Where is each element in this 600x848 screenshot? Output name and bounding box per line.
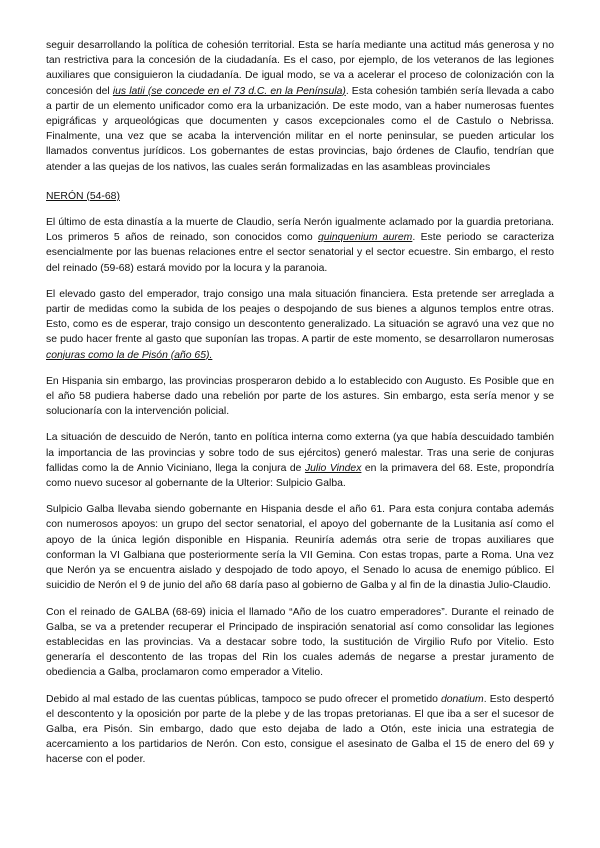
donatium-term: donatium xyxy=(440,693,484,705)
text-run: . Esta cohesión también sería llevada a cabo a partir de un elemento unificador como era la urbanización. De este modo, van a haber numerosas fuentes epigráficas y arqueológicas que documenten y casos excepcionales como el de Castulo o Nebrissa. Finalmente, una vez que se acaba la intervención militar en el norte peninsular, se pueden articular los llamados conventus jurídicos. Los gobernantes de estas provincias, bajo órdenes de Claufio, tendrían que atender a las quejas de los nativos, las cuales serán formalizadas en las asambleas provinciales xyxy=(46,85,554,173)
paragraph-neron-intro xyxy=(46,215,554,276)
text-run: . Este periodo se caracteriza esencialmente por las buenas relaciones entre el sector senatorial y el sector ecuestre. Sin embargo, el resto del reinado (59-68) estará movido por la locura y la paranoia. xyxy=(46,232,554,274)
section-heading-neron: NERÓN (54-68) xyxy=(46,190,120,202)
paragraph-galba-reinado: Con el reinado de GALBA (68-69) inicia el llamado “Año de los cuatro emperadores”. Durante el reinado de Galba, se va a pretender recuperar el Principado de inspiración senatorial así como consolidar las legiones establecidas en las provincias. Va a destacar sobre todo, la sustitución de Virgilio Rufo por Vitelio. Esto generaría el descontento de las tropas del Rin los cuales además de negarse a prestar juramento de obediencia a Galba, proclamaron como emperador a Vitelio. xyxy=(46,606,554,679)
ius-latii-link[interactable]: ius latii (se concede en el 73 d.C. en la Península) xyxy=(112,85,346,97)
paragraph-cohesion xyxy=(46,38,554,175)
quinquenium-link[interactable]: quinquenium aurem xyxy=(317,232,413,244)
paragraph-gasto xyxy=(46,287,554,363)
text-run: seguir desarrollando la política de cohesión territorial. Esta se haría mediante una actitud más generosa y no tan restrictiva para la concesión de la ciudadanía. Es el caso, por ejemplo, de los veteranos de las legiones auxiliares que consiguieron la ciudadanía. De igual modo, se va a acelerar el proceso de colonización con la concesión del xyxy=(46,40,554,97)
paragraph-galba-conjura: Sulpicio Galba llevaba siendo gobernante en Hispania desde el año 61. Para esta conjura contaba además con numerosos apoyos: un grupo del sector senatorial, el apoyo del gobernante de la Lusitania así como el apoyo de la única legión disponible en Hispania. Reuniría además otra serie de tropas auxiliares que conforman la VI Galbiana que posteriormente sería la VII Gemina. Con estas tropas, parte a Roma. Una vez que Nerón ya se encuentra aislado y despojado de todo apoyo, el Senado lo acusa de enemigo público. El suicidio de Nerón el 9 de junio del año 68 daría paso al gobierno de Galba y al fin de la dinastia Julio-Claudio. xyxy=(46,504,554,592)
text-run: Debido al mal estado de las cuentas públicas, tampoco se pudo ofrecer el prometido xyxy=(46,693,441,705)
text-run: La situación de descuido de Nerón, tanto en política interna como externa (ya que había descuidado también la importancia de las provincias y sobre todo de sus ejércitos) generó malestar. Tras una serie de conjuras fallidas como la de Annio Viciniano, llega la conjura de xyxy=(46,432,554,474)
text-run: El último de esta dinastía a la muerte de Claudio, sería Nerón igualmente aclamado por la guardia pretoriana. Los primeros 5 años de reinado, son conocidos como xyxy=(46,217,554,244)
conjuras-link[interactable]: conjuras como la de Pisón (año 65). xyxy=(46,349,213,361)
paragraph-hispania: En Hispania sin embargo, las provincias prosperaron debido a lo establecido con Augusto. Es Posible que en el año 58 pudiera haberse dado una rebelión por parte de los astures. Sin embargo, esta sería menor y se solucionaría con la intervención policial. xyxy=(46,375,554,418)
text-run: El elevado gasto del emperador, trajo consigo una mala situación financiera. Esta pretende ser arreglada a partir de medidas como la subida de los peajes o despojando de sus bienes a algunos templos entre otras. Esto, como es de esperar, trajo consigo un descontento generalizado. La situación se agravó una vez que no se pudo hacer frente al gasto que suponían las tropas. A partir de este momento, se desarrollaron numerosas xyxy=(46,288,554,346)
paragraph-descuido xyxy=(46,430,554,491)
paragraph-cuentas xyxy=(46,692,554,768)
text-run: en la primavera del 68. Este, propondría como nuevo sucesor al gobernante de la Ulterior: Sulpicio Galba. xyxy=(46,462,554,490)
julio-vindex-link[interactable]: Julio Vindex xyxy=(304,462,362,474)
text-run: . Esto despertó el descontento y la oposición por parte de la plebe y de las tropas pretorianas. El que iba a ser el sucesor de Galba, era Pisón. Sin embargo, dado que esto dejaba de lado a Otón, este inicia una estrategia de acercamiento a los partidarios de Nerón. Con esto, consigue el asesinato de Galba el 15 de enero del 69 y hacerse con el poder. xyxy=(46,693,555,766)
